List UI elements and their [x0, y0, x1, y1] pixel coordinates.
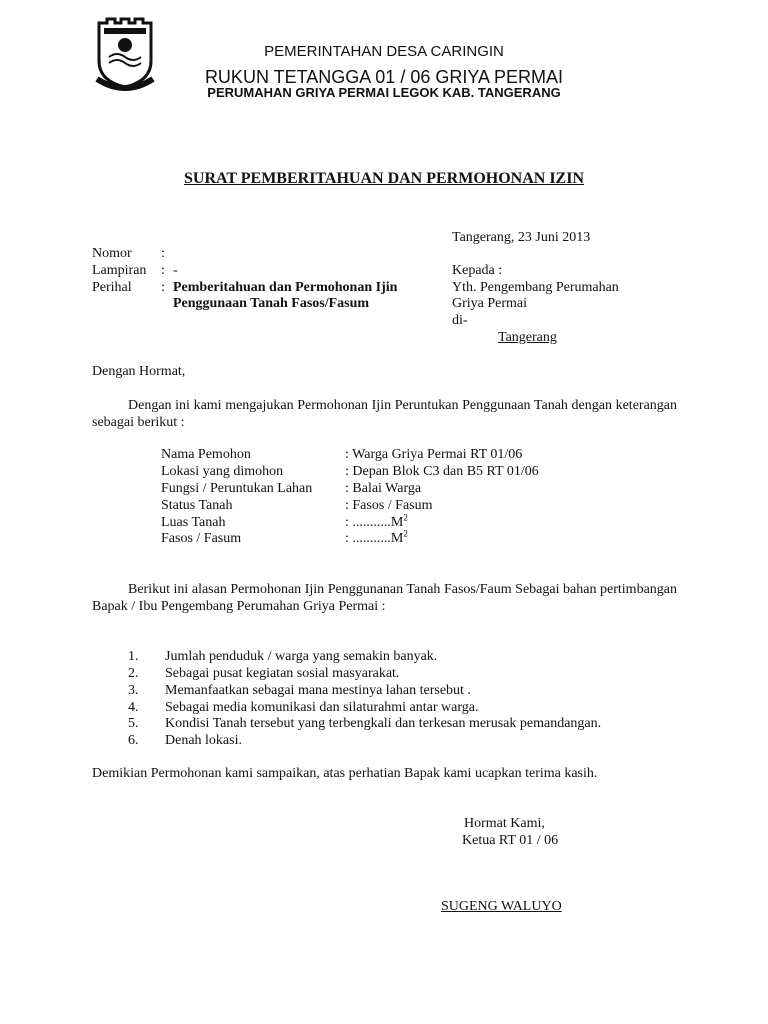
list-item: Jumlah penduduk / warga yang semakin banyak. — [165, 649, 438, 664]
signature-position: Ketua RT 01 / 06 — [462, 833, 559, 848]
detail-value — [345, 512, 408, 531]
greeting: Dengan Hormat, — [92, 364, 186, 379]
letterhead-line-1: PEMERINTAHAN DESA CARINGIN — [264, 43, 504, 60]
lampiran-value: - — [173, 263, 178, 278]
signature-salutation: Hormat Kami, — [464, 816, 545, 831]
recipient-line-2: Griya Permai — [452, 296, 528, 311]
list-item: Sebagai pusat kegiatan sosial masyarakat. — [165, 666, 400, 681]
lampiran-label: Lampiran — [92, 263, 147, 278]
list-item-number: 3. — [128, 683, 139, 698]
perihal-separator: : — [161, 280, 165, 295]
list-item-number: 2. — [128, 666, 139, 681]
list-item-number: 1. — [128, 649, 139, 664]
detail-label: Fasos / Fasum — [161, 531, 242, 546]
detail-value: : Fasos / Fasum — [345, 498, 433, 513]
detail-value: : Depan Blok C3 dan B5 RT 01/06 — [345, 464, 539, 479]
detail-value: : Balai Warga — [345, 481, 422, 496]
letter-title: SURAT PEMBERITAHUAN DAN PERMOHONAN IZIN — [183, 170, 585, 187]
perihal-label: Perihal — [92, 280, 132, 295]
intro-paragraph: Dengan ini kami mengajukan Permohonan Ijin Peruntukan Penggunaan Tanah dengan keterangan sebagai berikut : — [92, 398, 677, 430]
perihal-line-1: Pemberitahuan dan Permohonan Ijin — [173, 280, 398, 295]
list-item-number: 4. — [128, 700, 139, 715]
list-item: Kondisi Tanah tersebut yang terbengkali dan terkesan merusak pemandangan. — [165, 716, 602, 731]
recipient-kepada: Kepada : — [452, 263, 503, 278]
closing-sentence: Demikian Permohonan kami sampaikan, atas perhatian Bapak kami ucapkan terima kasih. — [92, 766, 598, 781]
signature-name: SUGENG WALUYO — [441, 899, 562, 914]
superscript: 2 — [403, 512, 408, 523]
nomor-separator: : — [161, 246, 165, 261]
reasons-intro-paragraph: Berikut ini alasan Permohonan Ijin Penggunanan Tanah Fasos/Faum Sebagai bahan pertimbangan Bapak / Ibu Pengembang Perumahan Griya Permai : — [92, 582, 677, 614]
letter-date: Tangerang, 23 Juni 2013 — [452, 230, 591, 245]
superscript: 2 — [403, 528, 408, 539]
list-item-number: 5. — [128, 716, 139, 731]
detail-label: Status Tanah — [161, 498, 233, 513]
recipient-line-1: Yth. Pengembang Perumahan — [452, 280, 619, 295]
detail-value: : Warga Griya Permai RT 01/06 — [345, 447, 523, 462]
perihal-line-2: Penggunaan Tanah Fasos/Fasum — [173, 296, 370, 311]
list-item: Denah lokasi. — [165, 733, 242, 748]
detail-label: Luas Tanah — [161, 515, 226, 530]
detail-value-text: : ...........M — [345, 515, 404, 530]
list-item-number: 6. — [128, 733, 139, 748]
lampiran-separator: : — [161, 263, 165, 278]
list-item: Memanfaatkan sebagai mana mestinya lahan tersebut . — [165, 683, 471, 698]
detail-value — [345, 528, 408, 547]
detail-label: Lokasi yang dimohon — [161, 464, 284, 479]
detail-label: Fungsi / Peruntukan Lahan — [161, 481, 313, 496]
detail-value-text: : ...........M — [345, 531, 404, 546]
recipient-city: Tangerang — [498, 330, 557, 345]
letterhead-line-2: RUKUN TETANGGA 01 / 06 GRIYA PERMAI — [204, 67, 564, 87]
list-item: Sebagai media komunikasi dan silaturahmi antar warga. — [165, 700, 479, 715]
letterhead-line-3: PERUMAHAN GRIYA PERMAI LEGOK KAB. TANGERANG — [207, 85, 561, 100]
nomor-label: Nomor — [92, 246, 132, 261]
recipient-line-3: di- — [452, 313, 468, 328]
detail-label: Nama Pemohon — [161, 447, 251, 462]
